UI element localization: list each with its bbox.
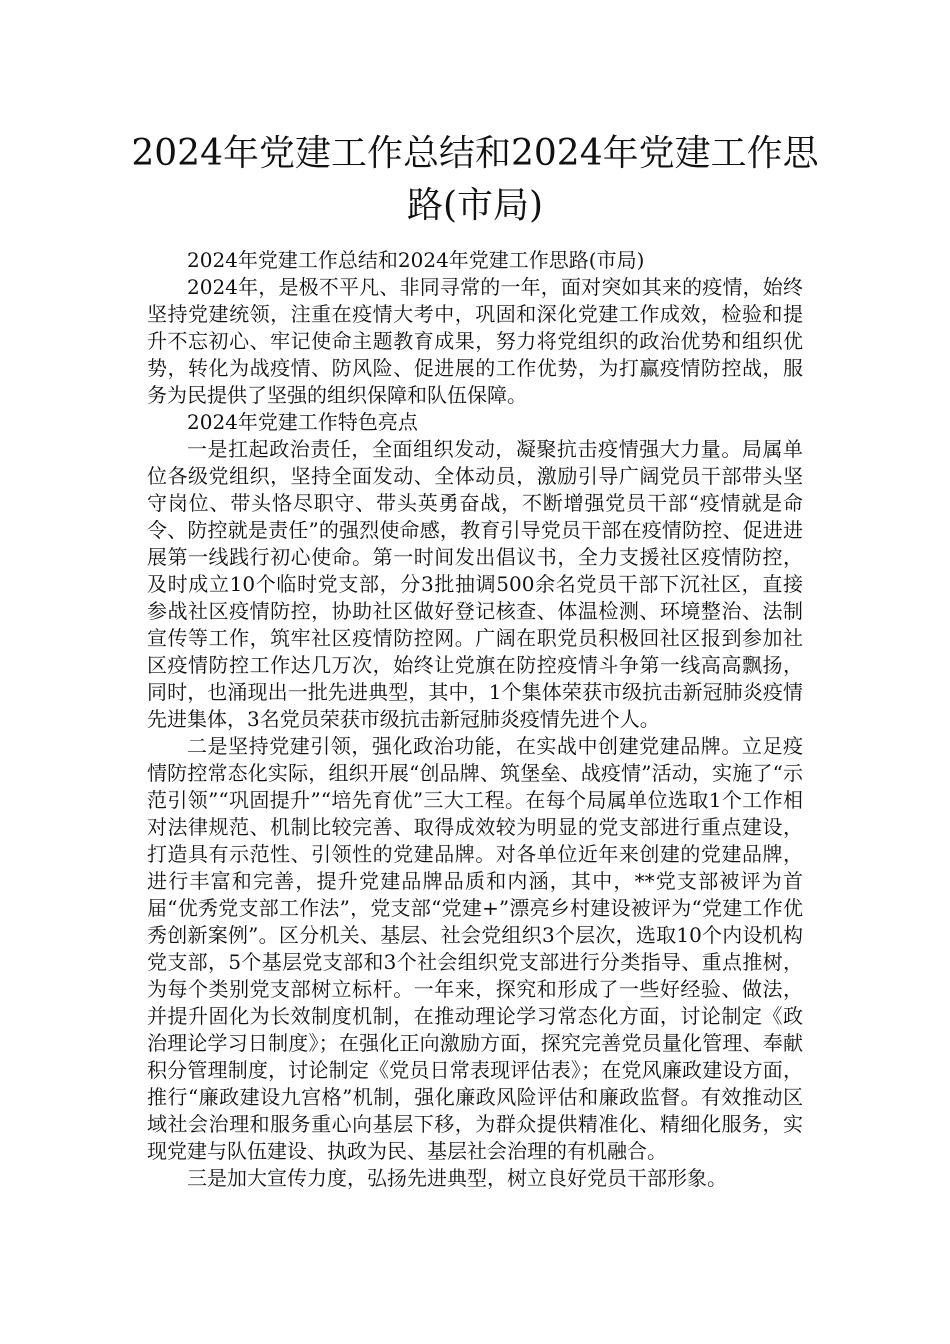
body-paragraph-3: 三是加大宣传力度，弘扬先进典型，树立良好党员干部形象。 xyxy=(187,1166,727,1190)
body-paragraph-1: 一是扛起政治责任，全面组织发动，凝聚抗击疫情强大力量。局属单位各级党组织，坚持全面发动、全体动员，激励引导广阔党员干部带头坚守岗位、带头恪尽职守、带头英勇奋战，不断增强党员干部“疫情就是命令、防控就是责任”的强烈使命感，教育引导党员干部在疫情防控、促进进展第一线践行初心使命。第一时间发出倡议书，全力支援社区疫情防控，及时成立10个临时党支部，分3批抽调500余名党员干部下沉社区，直接参战社区疫情防控，协助社区做好登记核查、体温检测、环境整治、法制宣传等工作，筑牢社区疫情防控网。广阔在职党员积极回社区报到参加社区疫情防控工作达几万次，始终让党旗在防控疫情斗争第一线高高飘扬，同时，也涌现出一批先进典型，其中，1个集体荣获市级抗击新冠肺炎疫情先进集体，3名党员荣获市级抗击新冠肺炎疫情先进个人。 xyxy=(147,437,803,731)
document-body xyxy=(147,247,803,1192)
section-heading: 2024年党建工作特色亮点 xyxy=(187,410,418,434)
intro-paragraph: 2024年，是极不平凡、非同寻常的一年，面对突如其来的疫情，始终坚持党建统领，注重在疫情大考中，巩固和深化党建工作成效，检验和提升不忘初心、牢记使命主题教育成果，努力将党组织的政治优势和组织优势，转化为战疫情、防风险、促进展的工作优势，为打赢疫情防控战，服务为民提供了坚强的组织保障和队伍保障。 xyxy=(147,275,803,407)
body-paragraph-2: 二是坚持党建引领，强化政治功能，在实战中创建党建品牌。立足疫情防控常态化实际，组织开展“创品牌、筑堡垒、战疫情”活动，实施了“示范引领”“巩固提升”“培先育优”三大工程。在每个局属单位选取1个工作相对法律规范、机制比较完善、取得成效较为明显的党支部进行重点建设，打造具有示范性、引领性的党建品牌。对各单位近年来创建的党建品牌，进行丰富和完善，提升党建品牌品质和内涵，其中，**党支部被评为首届“优秀党支部工作法”，党支部“党建+”漂亮乡村建设被评为“党建工作优秀创新案例”。区分机关、基层、社会党组织3个层次，选取10个内设机构党支部，5个基层党支部和3个社会组织党支部进行分类指导、重点推树，为每个类别党支部树立标杆。一年来，探究和形成了一些好经验、做法，并提升固化为长效制度机制，在推动理论学习常态化方面，讨论制定《政治理论学习日制度》；在强化正向激励方面，探究完善党员量化管理、奉献积分管理制度，讨论制定《党员日常表现评估表》；在党风廉政建设方面，推行“廉政建设九宫格”机制，强化廉政风险评估和廉政监督。有效推动区域社会治理和服务重心向基层下移，为群众提供精准化、精细化服务，实现党建与队伍建设、执政为民、基层社会治理的有机融合。 xyxy=(147,734,803,1163)
document-title: 2024年党建工作总结和2024年党建工作思路(市局) xyxy=(131,133,819,226)
subtitle-paragraph: 2024年党建工作总结和2024年党建工作思路(市局) xyxy=(187,248,645,272)
